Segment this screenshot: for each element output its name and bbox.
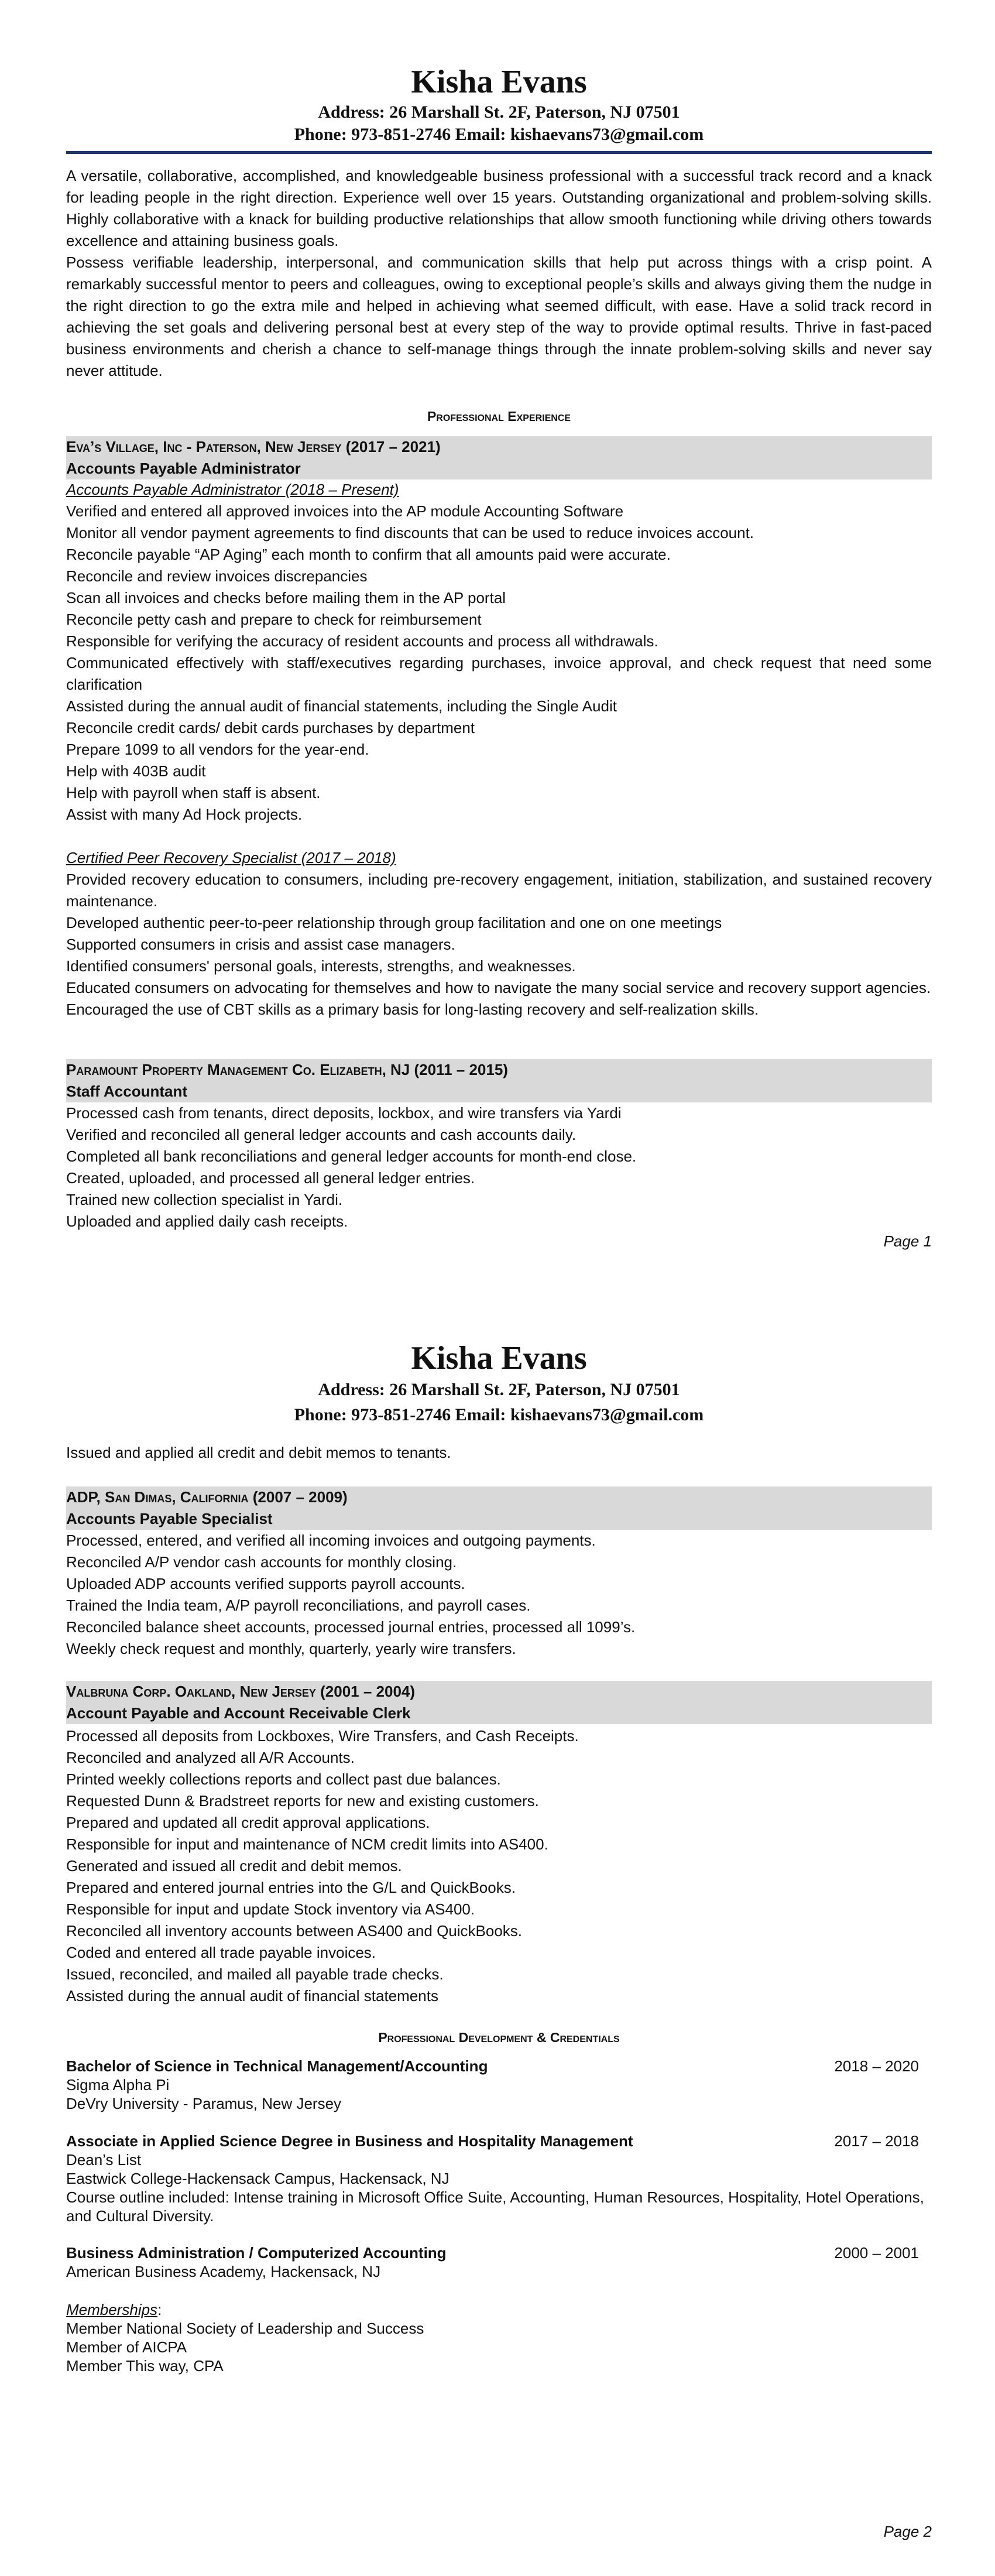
education-header-row bbox=[66, 2132, 932, 2150]
page-number: Page 1 bbox=[883, 1232, 932, 1250]
duty-item: Generated and issued all credit and debit memos. bbox=[66, 1857, 402, 1875]
education-detail: Sigma Alpha Pi bbox=[66, 2076, 170, 2094]
education-entry bbox=[66, 2132, 932, 2225]
duty-item: Reconciled and analyzed all A/R Accounts. bbox=[66, 1749, 355, 1766]
duty-item: Reconcile and review invoices discrepancies bbox=[66, 567, 368, 585]
address: Address: 26 Marshall St. 2F, Paterson, NJ 07501 bbox=[318, 1380, 680, 1399]
summary-paragraph: Possess verifiable leadership, interpersonal, and communication skills that help put across things with a crisp point. A remarkably successful mentor to peers and colleagues, owing to exceptional people’s skills and always giving them the nudge in the right direction to go the extra mile and helped in achieving what seemed difficult, with ease. Have a solid track record in achieving the set goals and delivering personal best at every step of the way to provide optimal results. Thrive in fast-paced business environments and cherish a chance to self-manage things through the innate problem-solving skills and never say never attitude. bbox=[66, 254, 932, 379]
memberships-label: Memberships bbox=[66, 2301, 158, 2318]
duty-list bbox=[66, 1725, 932, 2007]
membership-item: Member National Society of Leadership and Success bbox=[66, 2320, 424, 2337]
duty-item: Created, uploaded, and processed all general ledger entries. bbox=[66, 1169, 475, 1187]
section-heading-credentials: Professional Development & Credentials bbox=[378, 2030, 620, 2045]
company: Eva’s Village, Inc - Paterson, New Jersey (2017 – 2021) bbox=[66, 438, 441, 455]
duty-item: Uploaded ADP accounts verified supports payroll accounts. bbox=[66, 1575, 465, 1592]
duty-list bbox=[66, 869, 932, 1020]
section-heading-experience: Professional Experience bbox=[427, 409, 571, 424]
duty-item: Responsible for input and update Stock inventory via AS400. bbox=[66, 1900, 475, 1918]
education-entry bbox=[66, 2243, 932, 2281]
memberships bbox=[66, 2300, 932, 2375]
duty-list bbox=[66, 1530, 932, 1660]
duty-list bbox=[66, 1102, 932, 1232]
duty-item: Assisted during the annual audit of financial statements bbox=[66, 1987, 438, 2005]
duty-item: Requested Dunn & Bradstreet reports for new and existing customers. bbox=[66, 1792, 539, 1810]
education-detail: Dean’s List bbox=[66, 2151, 142, 2169]
duty-item: Assisted during the annual audit of financial statements, including the Single Audit bbox=[66, 697, 617, 715]
duty-item: Trained the India team, A/P payroll reconciliations, and payroll cases. bbox=[66, 1597, 531, 1614]
candidate-name: Kisha Evans bbox=[411, 1340, 587, 1376]
duty-item: Weekly check request and monthly, quarterly, yearly wire transfers. bbox=[66, 1640, 516, 1657]
duty-item: Reconcile credit cards/ debit cards purchases by department bbox=[66, 719, 475, 737]
job-title: Accounts Payable Specialist bbox=[66, 1510, 273, 1527]
phone-email: Phone: 973-851-2746 Email: kishaevans73@gmail.com bbox=[294, 125, 704, 144]
job-title: Account Payable and Account Receivable Clerk bbox=[66, 1704, 411, 1722]
job-header bbox=[66, 1059, 932, 1102]
duty-item: Reconciled all inventory accounts between AS400 and QuickBooks. bbox=[66, 1922, 523, 1940]
duty-item: Responsible for input and maintenance of NCM credit limits into AS400. bbox=[66, 1835, 548, 1853]
duty-item: Reconciled balance sheet accounts, processed journal entries, processed all 1099’s. bbox=[66, 1618, 636, 1636]
candidate-name: Kisha Evans bbox=[411, 64, 587, 100]
address: Address: 26 Marshall St. 2F, Paterson, NJ 07501 bbox=[318, 102, 680, 122]
summary-paragraph: A versatile, collaborative, accomplished, and knowledgeable business professional with a successful track record and a knack for leading people in the right direction. Experience well over 15 years. Outstanding organizational and problem-solving skills. Highly collaborative with a knack for building productive relationships that allow smooth functioning while driving others towards excellence and attaining business goals. bbox=[66, 167, 932, 249]
education-detail: American Business Academy, Hackensack, NJ bbox=[66, 2263, 381, 2280]
duty-item: Prepared and updated all credit approval applications. bbox=[66, 1814, 430, 1831]
company: ADP, San Dimas, California (2007 – 2009) bbox=[66, 1488, 348, 1506]
education-dates: 2000 – 2001 bbox=[834, 2244, 919, 2262]
education-header-row bbox=[66, 2057, 932, 2075]
job-header bbox=[66, 1486, 932, 1530]
degree-name: Associate in Applied Science Degree in Business and Hospitality Management bbox=[66, 2132, 633, 2150]
duty-item: Developed authentic peer-to-peer relationship through group facilitation and one on one meetings bbox=[66, 914, 722, 931]
duty-item: Prepare 1099 to all vendors for the year-end. bbox=[66, 741, 369, 758]
duty-item: Help with 403B audit bbox=[66, 762, 206, 780]
job-title: Staff Accountant bbox=[66, 1083, 188, 1100]
page-number: Page 2 bbox=[883, 2523, 932, 2540]
duty-item: Issued, reconciled, and mailed all payable trade checks. bbox=[66, 1965, 444, 1983]
role-subtitle: Certified Peer Recovery Specialist (2017 – 2018) bbox=[66, 849, 396, 866]
role-subtitle: Accounts Payable Administrator (2018 – Present) bbox=[66, 481, 399, 498]
duty-item: Trained new collection specialist in Yardi. bbox=[66, 1191, 343, 1208]
duty-item: Identified consumers' personal goals, interests, strengths, and weaknesses. bbox=[66, 957, 576, 975]
duty-item: Provided recovery education to consumers, including pre-recovery engagement, initiation, stabilization, and sustained recovery maintenance. bbox=[66, 871, 932, 910]
duty-item: Processed all deposits from Lockboxes, Wire Transfers, and Cash Receipts. bbox=[66, 1727, 579, 1745]
summary bbox=[66, 165, 932, 382]
duty-list bbox=[66, 501, 932, 825]
duty-item: Educated consumers on advocating for themselves and how to navigate the many social service and recovery support agencies. bbox=[66, 979, 931, 996]
duty-item: Supported consumers in crisis and assist case managers. bbox=[66, 936, 455, 953]
duty-item: Coded and entered all trade payable invoices. bbox=[66, 1944, 376, 1961]
duty-item: Processed cash from tenants, direct deposits, lockbox, and wire transfers via Yardi bbox=[66, 1104, 622, 1122]
duty-item: Verified and reconciled all general ledger accounts and cash accounts daily. bbox=[66, 1126, 577, 1143]
education-detail: Course outline included: Intense training in Microsoft Office Suite, Accounting, Human Resources, Hospitality, Hotel Operations, and Cultural Diversity. bbox=[66, 2188, 924, 2225]
duty-item: Verified and entered all approved invoices into the AP module Accounting Software bbox=[66, 502, 624, 520]
role-block bbox=[66, 479, 932, 1020]
duty-item: Encouraged the use of CBT skills as a primary basis for long-lasting recovery and self-realization skills. bbox=[66, 1001, 759, 1018]
job-header bbox=[66, 436, 932, 479]
memberships-colon: : bbox=[157, 2301, 162, 2318]
education-header-row bbox=[66, 2243, 932, 2262]
job-title: Accounts Payable Administrator bbox=[66, 460, 301, 477]
duty-item: Help with payroll when staff is absent. bbox=[66, 784, 321, 801]
duty-item: Monitor all vendor payment agreements to find discounts that can be used to reduce invoices account. bbox=[66, 524, 754, 542]
degree-name: Business Administration / Computerized Accounting bbox=[66, 2244, 447, 2262]
duty-item: Reconciled A/P vendor cash accounts for monthly closing. bbox=[66, 1553, 457, 1571]
duty-item: Reconcile petty cash and prepare to check for reimbursement bbox=[66, 611, 482, 628]
membership-item: Member of AICPA bbox=[66, 2338, 187, 2356]
phone-email: Phone: 973-851-2746 Email: kishaevans73@gmail.com bbox=[294, 1405, 704, 1424]
company: Paramount Property Management Co. Elizabeth, NJ (2011 – 2015) bbox=[66, 1061, 508, 1078]
duty-item: Scan all invoices and checks before mailing them in the AP portal bbox=[66, 589, 506, 607]
job-header bbox=[66, 1681, 932, 1724]
membership-item: Member This way, CPA bbox=[66, 2357, 224, 2375]
education-detail: DeVry University - Paramus, New Jersey bbox=[66, 2095, 342, 2112]
degree-name: Bachelor of Science in Technical Management/Accounting bbox=[66, 2057, 488, 2075]
education-dates: 2018 – 2020 bbox=[834, 2057, 919, 2075]
education-dates: 2017 – 2018 bbox=[834, 2132, 919, 2150]
duty-item: Communicated effectively with staff/executives regarding purchases, invoice approval, and check request that need some clarification bbox=[66, 654, 932, 693]
duty-item: Assist with many Ad Hock projects. bbox=[66, 806, 303, 823]
membership-list bbox=[66, 2319, 932, 2375]
duty-item: Responsible for verifying the accuracy of resident accounts and process all withdrawals. bbox=[66, 632, 658, 650]
duty-item: Printed weekly collections reports and collect past due balances. bbox=[66, 1770, 501, 1788]
duty-item: Reconcile payable “AP Aging” each month to confirm that all amounts paid were accurate. bbox=[66, 546, 671, 563]
education-detail: Eastwick College-Hackensack Campus, Hackensack, NJ bbox=[66, 2170, 450, 2187]
duty-item: Completed all bank reconciliations and general ledger accounts for month-end close. bbox=[66, 1147, 637, 1165]
education-entry bbox=[66, 2057, 932, 2113]
duty-item: Issued and applied all credit and debit memos to tenants. bbox=[66, 1444, 451, 1461]
duty-item: Uploaded and applied daily cash receipts. bbox=[66, 1212, 348, 1230]
header-divider bbox=[66, 151, 932, 154]
duty-item: Prepared and entered journal entries into the G/L and QuickBooks. bbox=[66, 1879, 516, 1896]
company: Valbruna Corp. Oakland, New Jersey (2001 – 2004) bbox=[66, 1683, 416, 1700]
duty-item: Processed, entered, and verified all incoming invoices and outgoing payments. bbox=[66, 1532, 596, 1549]
